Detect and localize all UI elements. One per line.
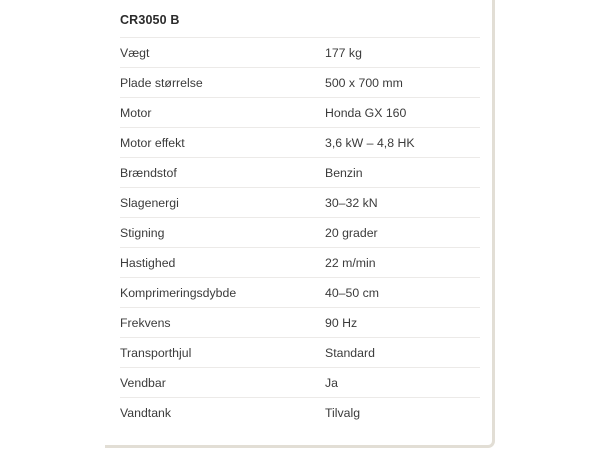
- table-row: [120, 98, 480, 128]
- spec-value: 177 kg: [325, 46, 362, 60]
- table-row: [120, 188, 480, 218]
- spec-value: Benzin: [325, 166, 363, 180]
- table-row: [120, 368, 480, 398]
- table-row: [120, 248, 480, 278]
- spec-value: 3,6 kW – 4,8 HK: [325, 136, 415, 150]
- spec-value: 20 grader: [325, 226, 378, 240]
- table-row: [120, 38, 480, 68]
- spec-label: Motor: [120, 106, 152, 120]
- spec-label: Vandtank: [120, 406, 172, 420]
- table-row: [120, 308, 480, 338]
- spec-label: Vendbar: [120, 376, 166, 390]
- spec-label: Slagenergi: [120, 196, 179, 210]
- spec-value: Standard: [325, 346, 375, 360]
- spec-label: Plade størrelse: [120, 76, 203, 90]
- spec-value: Honda GX 160: [325, 106, 407, 120]
- spec-value: 22 m/min: [325, 256, 376, 270]
- spec-value: 30–32 kN: [325, 196, 378, 210]
- spec-value: 40–50 cm: [325, 286, 380, 300]
- spec-value: Tilvalg: [325, 406, 361, 420]
- spec-label: Komprimeringsdybde: [120, 286, 237, 300]
- spec-card-content: [120, 12, 480, 445]
- specifications-table: [120, 37, 480, 427]
- table-row: [120, 128, 480, 158]
- table-row: [120, 158, 480, 188]
- spec-label: Stigning: [120, 226, 165, 240]
- spec-label: Transporthjul: [120, 346, 192, 360]
- spec-value: Ja: [325, 376, 338, 390]
- table-row: [120, 398, 480, 428]
- spec-label: Brændstof: [120, 166, 177, 180]
- table-row: [120, 68, 480, 98]
- table-row: [120, 338, 480, 368]
- spec-value: 500 x 700 mm: [325, 76, 403, 90]
- product-spec-card: [105, 0, 495, 448]
- spec-label: Hastighed: [120, 256, 176, 270]
- table-row: [120, 218, 480, 248]
- spec-label: Vægt: [120, 46, 150, 60]
- spec-label: Frekvens: [120, 316, 171, 330]
- table-row: [120, 278, 480, 308]
- spec-value: 90 Hz: [325, 316, 358, 330]
- spec-label: Motor effekt: [120, 136, 185, 150]
- page-title: CR3050 B: [120, 13, 180, 27]
